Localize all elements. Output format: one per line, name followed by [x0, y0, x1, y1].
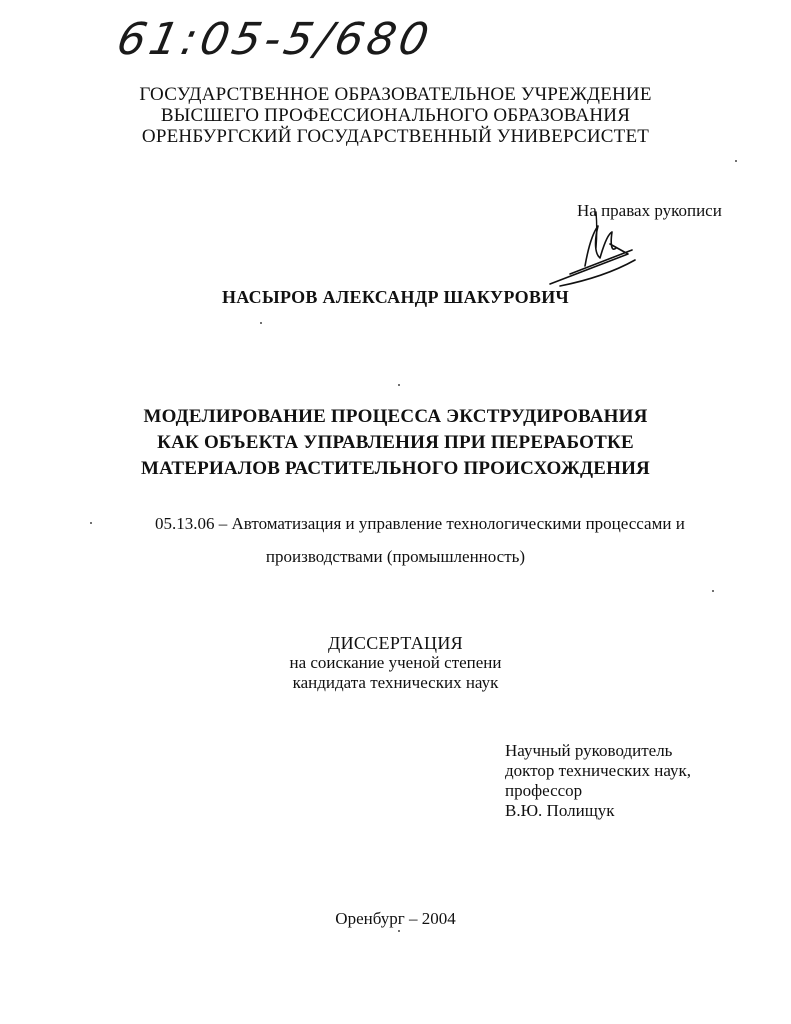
advisor-role: Научный руководитель [505, 741, 673, 760]
scan-speck [260, 322, 262, 324]
document-type-label: ДИССЕРТАЦИЯ [328, 633, 463, 653]
advisor-name: В.Ю. Полищук [505, 801, 615, 820]
institution-line-3: ОРЕНБУРГСКИЙ ГОСУДАРСТВЕННЫЙ УНИВЕРСИСТЕТ [141, 126, 650, 147]
scan-speck [735, 160, 737, 162]
title-line-3: МАТЕРИАЛОВ РАСТИТЕЛЬНОГО ПРОИСХОЖДЕНИЯ [141, 458, 650, 479]
document-type-line-3: кандидата технических наук [292, 673, 499, 692]
dissertation-title [0, 404, 791, 482]
title-line-1: МОДЕЛИРОВАНИЕ ПРОЦЕССА ЭКСТРУДИРОВАНИЯ [143, 406, 648, 427]
signature-icon [540, 204, 650, 294]
footer-city-year: Оренбург – 2004 [335, 909, 456, 928]
institution-line-1: ГОСУДАРСТВЕННОЕ ОБРАЗОВАТЕЛЬНОЕ УЧРЕЖДЕНИЕ [139, 84, 652, 105]
institution-line-2: ВЫСШЕГО ПРОФЕССИОНАЛЬНОГО ОБРАЗОВАНИЯ [160, 105, 631, 126]
specialty-line-1: 05.13.06 – Автоматизация и управление технологическими процессами и [155, 514, 685, 533]
scientific-advisor [505, 741, 691, 821]
institution-header [0, 84, 791, 147]
manuscript-note: На правах рукописи [577, 201, 722, 220]
document-type [0, 633, 791, 693]
title-line-2: КАК ОБЪЕКТА УПРАВЛЕНИЯ ПРИ ПЕРЕРАБОТКЕ [157, 432, 634, 453]
advisor-title: профессор [505, 781, 583, 800]
specialty-line-2: производствами (промышленность) [265, 547, 526, 566]
scan-speck [398, 384, 400, 386]
scan-speck [712, 590, 714, 592]
advisor-degree: доктор технических наук, [505, 761, 692, 780]
document-type-line-2: на соискание ученой степени [289, 653, 502, 672]
scan-speck [90, 522, 92, 524]
archive-code-handwritten: 61:05-5/680 [112, 14, 437, 65]
scan-speck [398, 930, 400, 932]
author-name: НАСЫРОВ АЛЕКСАНДР ШАКУРОВИЧ [221, 287, 570, 307]
